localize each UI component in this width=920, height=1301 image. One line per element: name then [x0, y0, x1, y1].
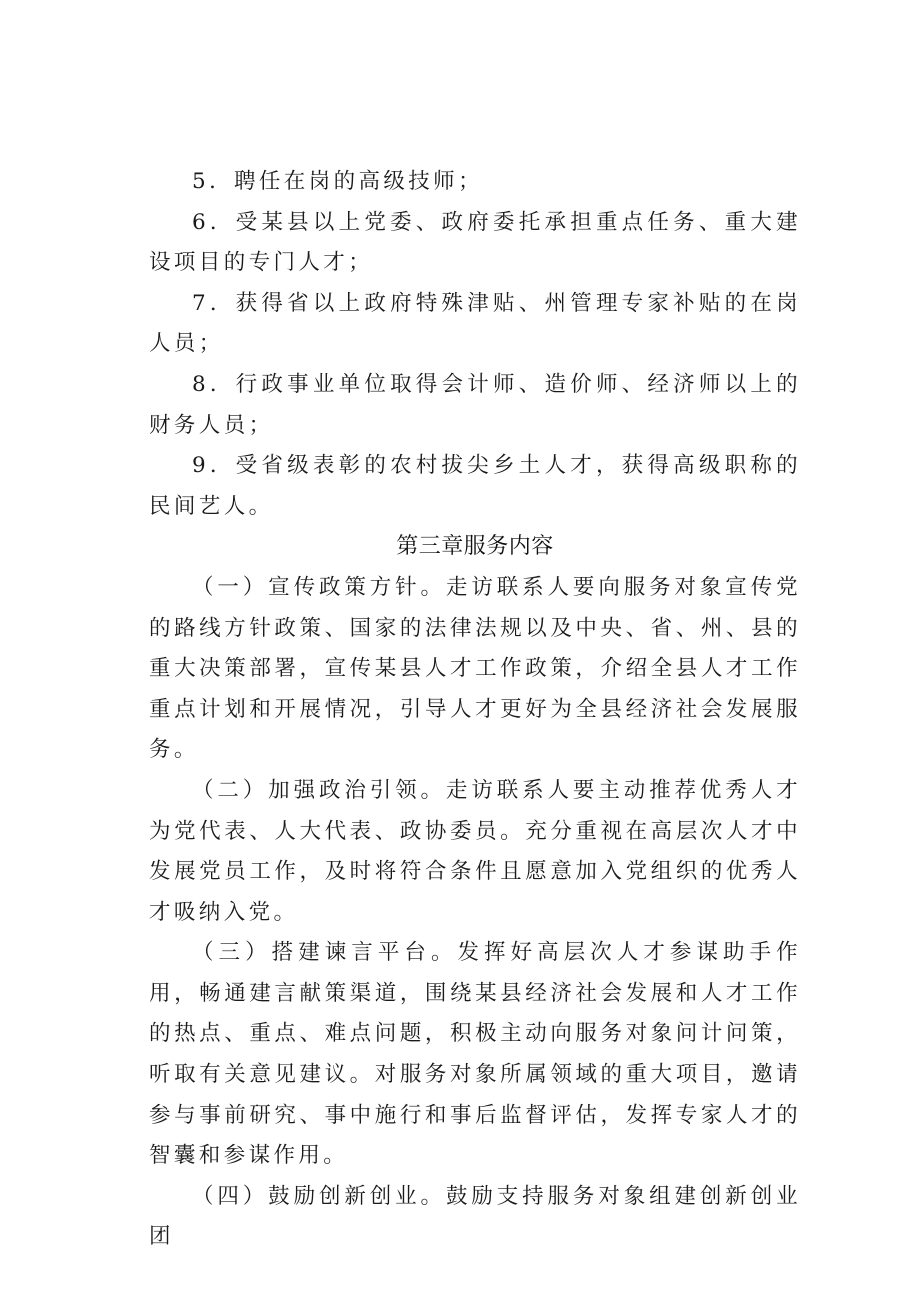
document-body: [149, 162, 801, 1258]
list-item-9: 9．受省级表彰的农村拔尖乡土人才，获得高级职称的民间艺人。: [149, 453, 801, 519]
section-2-paragraph: （二）加强政治引领。走访联系人要主动推荐优秀人才为党代表、人大代表、政协委员。充分重视在高层次人才中发展党员工作，及时将符合条件且愿意加入党组织的优秀人才吸纳入党。: [149, 777, 801, 925]
section-4-paragraph: （四）鼓励创新创业。鼓励支持服务对象组建创新创业团: [149, 1183, 801, 1250]
section-3-paragraph: （三）搭建谏言平台。发挥好高层次人才参谋助手作用，畅通建言献策渠道，围绕某县经济社会发展和人才工作的热点、重点、难点问题，积极主动向服务对象问计问策，听取有关意见建议。对服务对象所属领域的重大项目，邀请参与事前研究、事中施行和事后监督评估，发挥专家人才的智囊和参谋作用。: [149, 940, 801, 1169]
section-1-paragraph: （一）宣传政策方针。走访联系人要向服务对象宣传党的路线方针政策、国家的法律法规以及中央、省、州、县的重大决策部署，宣传某县人才工作政策，介绍全县人才工作重点计划和开展情况，引导人才更好为全县经济社会发展服务。: [149, 574, 801, 763]
list-item-7: 7．获得省以上政府特殊津贴、州管理专家补贴的在岗人员；: [149, 290, 801, 357]
list-item-5: 5．聘任在岗的高级技师；: [192, 169, 483, 194]
chapter-title: 第三章服务内容: [396, 534, 554, 560]
list-item-6: 6．受某县以上党委、政府委托承担重点任务、重大建设项目的专门人才；: [149, 209, 801, 276]
list-item-8: 8．行政事业单位取得会计师、造价师、经济师以上的财务人员；: [149, 371, 801, 438]
